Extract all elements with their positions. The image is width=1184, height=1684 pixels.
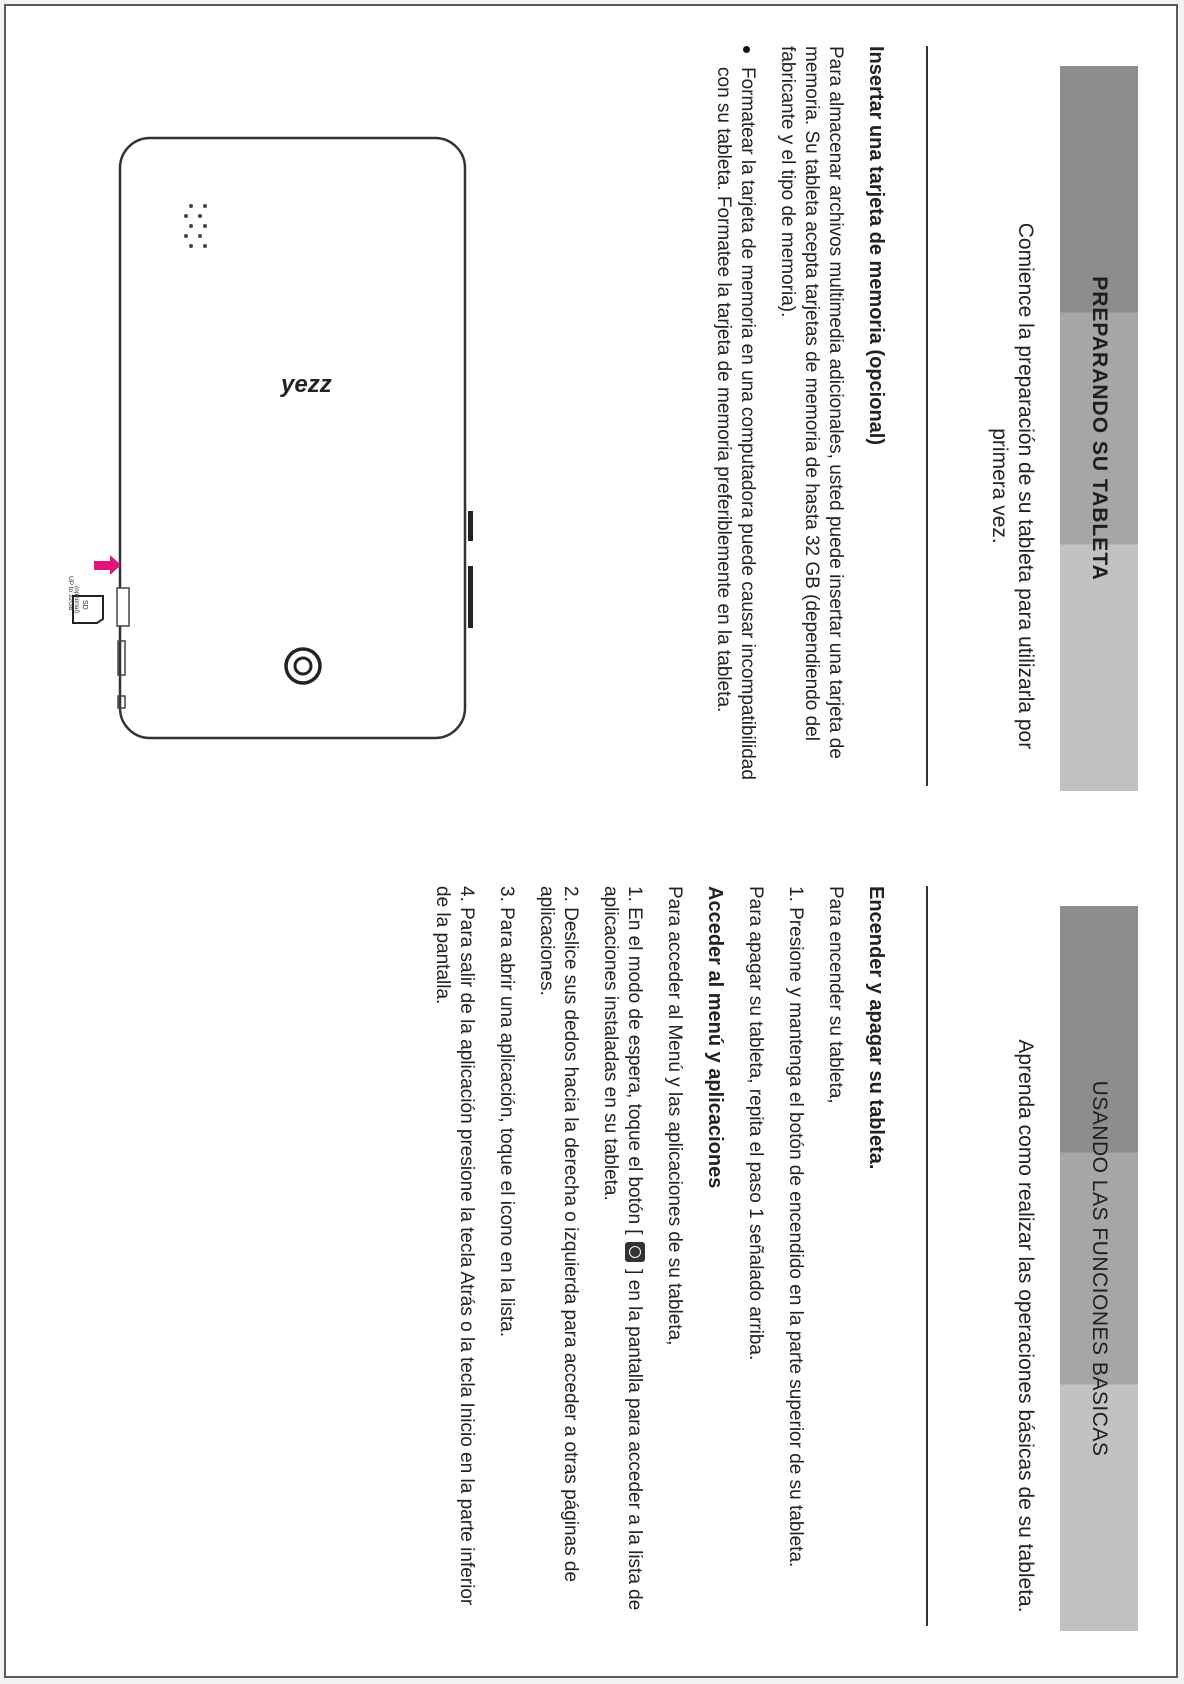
menu-step-1-before: 1. En el modo de espera, toque el botón [	[623, 886, 645, 1235]
tablet-back-drawing	[67, 66, 473, 786]
menu-step-1	[598, 886, 646, 1626]
right-page	[54, 886, 1178, 1631]
right-intro: Aprenda como realizar las operaciones básicas de su tableta.	[1014, 1039, 1037, 1613]
left-divider	[926, 46, 928, 786]
left-intro: Comience la preparación de su tableta para utilizarla por primera vez.	[987, 222, 1037, 750]
menu-step-2: 2. Deslice sus dedos hacia la derecha o izquierda para acceder a otras páginas de aplicaciones.	[536, 886, 581, 1583]
menu-intro: Para acceder al Menú y las aplicaciones de su tableta,	[663, 886, 685, 1346]
device-logo: yezz	[281, 371, 332, 398]
left-body	[711, 46, 888, 786]
left-banner-title: PREPARANDO SU TABLETA	[1088, 276, 1111, 581]
power-off-text: Para apagar su tableta, repita el paso 1 señalado arriba.	[744, 886, 766, 1361]
right-banner-title: USANDO LAS FUNCIONES BASICAS	[1088, 1080, 1111, 1457]
bullet-icon	[743, 46, 750, 53]
card-label-capacity: UP to 32GB	[67, 576, 74, 611]
menu-step-4: 4. Para salir de la aplicación presione la tecla Atrás o la tecla Inicio en la parte inferior de la pantalla.	[432, 886, 478, 1606]
right-banner	[1060, 906, 1138, 1631]
menu-step-1-after: ] en la pantalla para acceder a la lista de aplicaciones instaladas en su tableta.	[599, 886, 645, 1611]
power-heading: Encender y apagar su tableta.	[865, 886, 887, 1170]
card-label-optional: (optional)	[73, 586, 80, 614]
left-page	[54, 46, 1178, 791]
power-intro: Para encender su tableta,	[824, 886, 846, 1104]
right-body	[414, 886, 888, 1626]
tablet-illustration	[67, 66, 473, 786]
page-frame	[4, 4, 1178, 1678]
arrow-icon	[94, 555, 121, 575]
format-warning-text: Formatear la tarjeta de memoria en una computadora puede causar incompatibilidad con su tableta. Formatee la tarjeta de memoria preferiblemente en la tableta.	[713, 67, 758, 780]
format-warning	[711, 46, 759, 786]
power-step-1: 1. Presione y mantenga el botón de encendido en la parte superior de su tableta.	[784, 886, 806, 1568]
sd-card-text: SD	[81, 600, 88, 610]
menu-apps-icon	[625, 1242, 645, 1262]
memory-card-text: Para almacenar archivos multimedia adicionales, usted puede insertar una tarjeta de memoria. Su tableta acepta tarjetas de memoria de hasta 32 GB (dependiendo del fabricante y el tipo de memoria).	[776, 46, 846, 759]
memory-card-heading: Insertar una tarjeta de memoria (opcional)	[865, 46, 887, 445]
right-divider	[926, 886, 928, 1626]
camera-lens-icon	[286, 649, 320, 683]
menu-step-3: 3. Para abrir una aplicación, toque el icono en la lista.	[496, 886, 518, 1337]
rotated-sheet	[54, 6, 1178, 1630]
speaker-grille-icon	[184, 204, 207, 248]
menu-heading: Acceder al menú y aplicaciones	[704, 886, 726, 1189]
left-banner	[1060, 66, 1138, 791]
